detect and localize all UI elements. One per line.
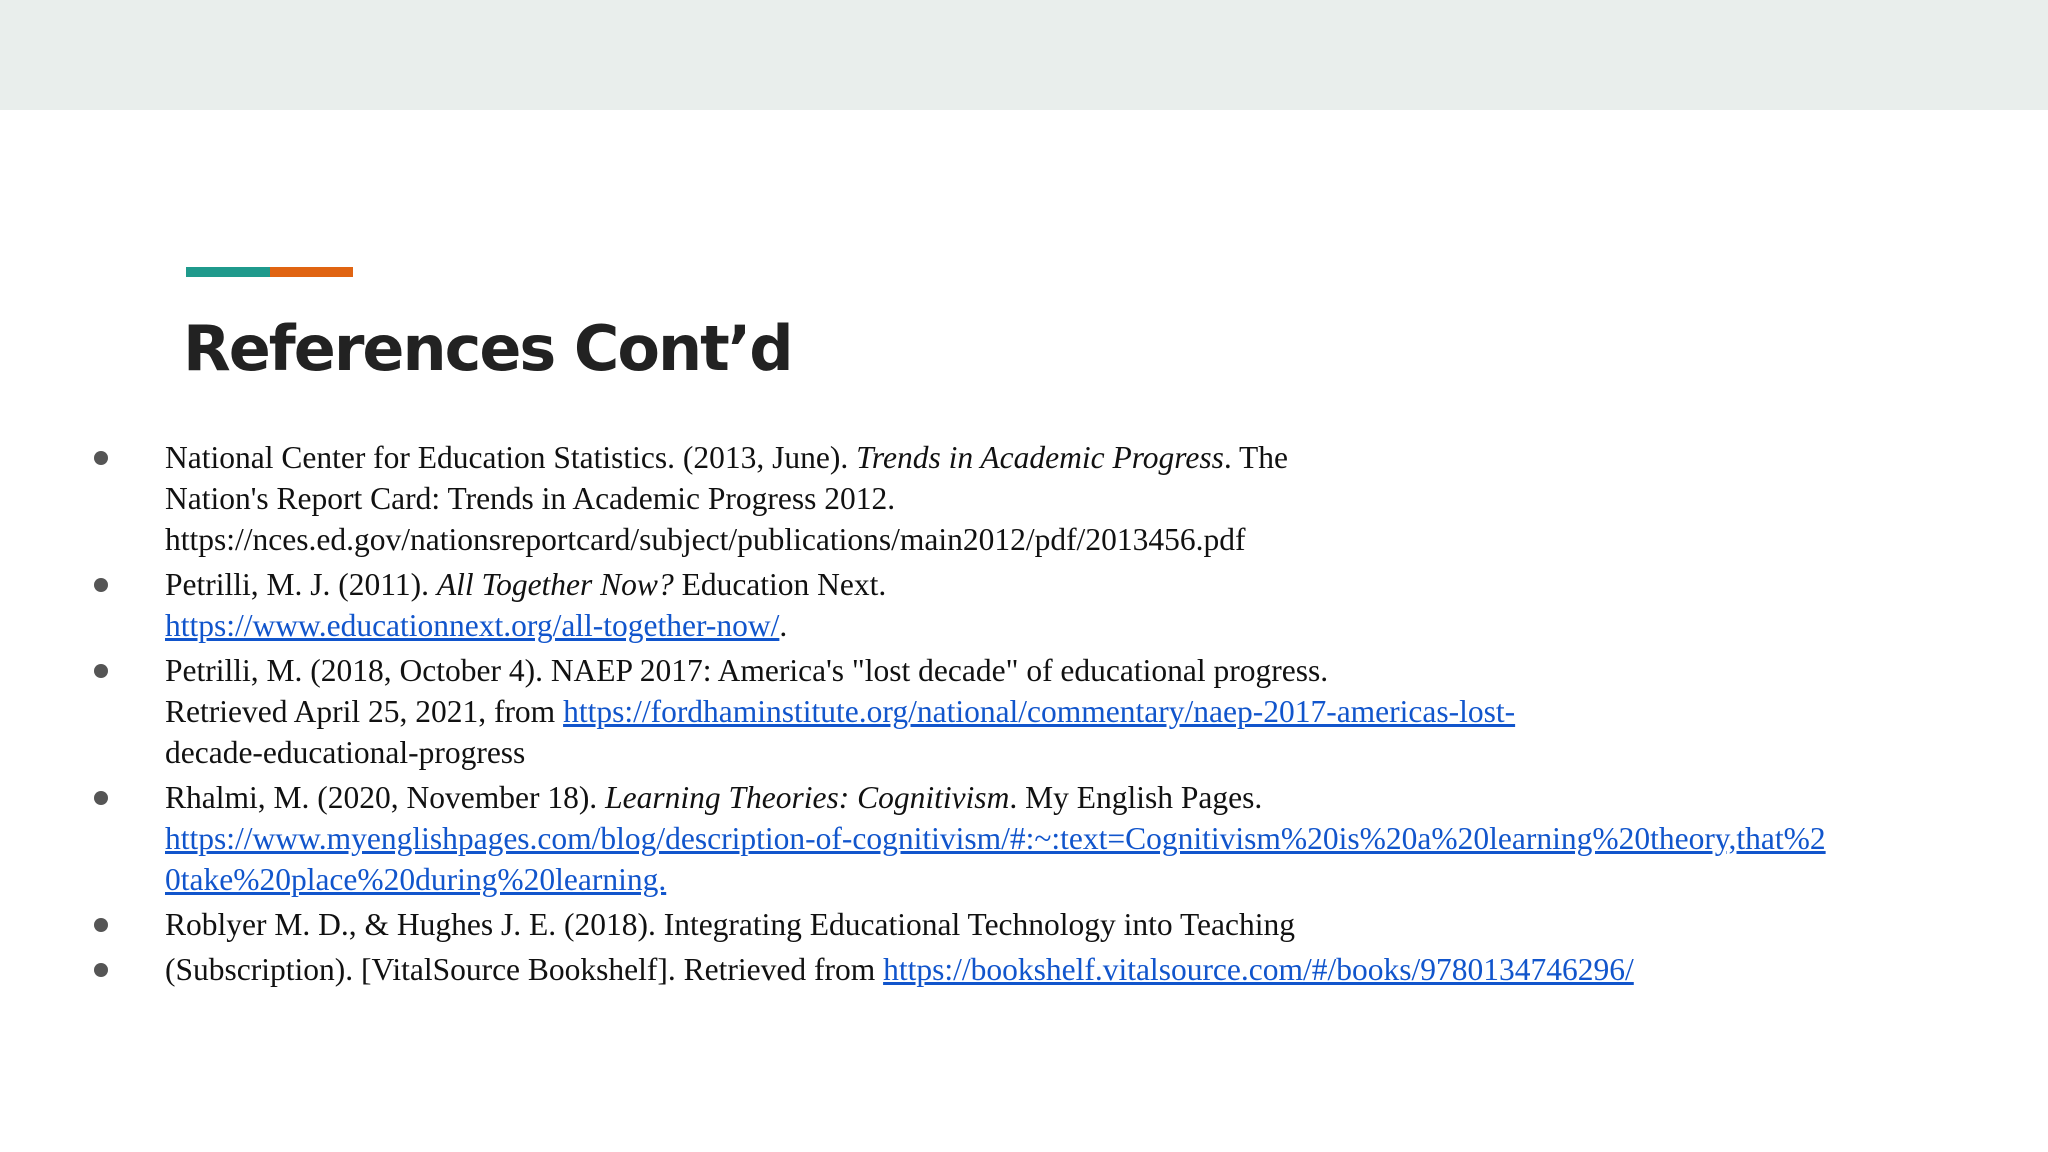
reference-item-vitalsource — [90, 949, 1990, 990]
reference-link[interactable]: https://fordhaminstitute.org/national/commentary/naep-2017-americas-lost- — [563, 694, 1516, 729]
reference-italic-title: Trends in Academic Progress — [856, 440, 1224, 475]
reference-line — [165, 564, 1990, 605]
reference-line — [165, 818, 1990, 859]
reference-text: Retrieved April 25, 2021, from — [165, 694, 564, 729]
reference-link[interactable]: https://www.educationnext.org/all-together-now/ — [165, 608, 780, 643]
reference-italic-title: All Together Now? — [436, 567, 674, 602]
reference-line: Petrilli, M. (2018, October 4). NAEP 2017: America's "lost decade" of educational progress. — [165, 653, 1329, 688]
reference-line — [165, 691, 1990, 732]
reference-link-continued[interactable]: 0take%20place%20during%20learning. — [165, 862, 667, 897]
reference-text: Petrilli, M. J. (2011). — [165, 567, 437, 602]
reference-line: Roblyer M. D., & Hughes J. E. (2018). Integrating Educational Technology into Teaching — [165, 907, 1295, 942]
accent-bar-teal — [186, 267, 270, 277]
reference-line: decade-educational-progress — [165, 735, 526, 770]
bullet-icon — [94, 451, 108, 465]
reference-line: Nation's Report Card: Trends in Academic Progress 2012. — [165, 481, 896, 516]
top-band — [0, 0, 2048, 110]
bullet-icon — [94, 963, 108, 977]
reference-item-petrilli-2018 — [90, 650, 1990, 773]
bullet-icon — [94, 664, 108, 678]
reference-list — [90, 437, 1990, 994]
reference-text: National Center for Education Statistics. (2013, June). — [165, 440, 857, 475]
reference-italic-title: Learning Theories: Cognitivism — [605, 780, 1010, 815]
reference-line — [165, 777, 1990, 818]
reference-text: . The — [1223, 440, 1289, 475]
accent-bar-orange — [270, 267, 353, 277]
reference-line — [165, 949, 1990, 990]
reference-url-text: https://nces.ed.gov/nationsreportcard/subject/publications/main2012/pdf/2013456.pdf — [165, 522, 1246, 557]
reference-text: . My English Pages. — [1009, 780, 1263, 815]
bullet-icon — [94, 918, 108, 932]
reference-text: . — [779, 608, 788, 643]
reference-text: Education Next. — [673, 567, 887, 602]
reference-item-roblyer — [90, 904, 1990, 945]
reference-item-nces — [90, 437, 1990, 560]
bullet-icon — [94, 791, 108, 805]
reference-item-rhalmi — [90, 777, 1990, 900]
reference-item-petrilli-2011 — [90, 564, 1990, 646]
bullet-icon — [94, 578, 108, 592]
reference-text: Rhalmi, M. (2020, November 18). — [165, 780, 606, 815]
slide-title: References Cont’d — [183, 312, 792, 385]
reference-line — [165, 605, 1990, 646]
reference-link[interactable]: https://bookshelf.vitalsource.com/#/books/9780134746296/ — [883, 952, 1634, 987]
reference-link[interactable]: https://www.myenglishpages.com/blog/description-of-cognitivism/#:~:text=Cognitivism%20is%20a%20learning%20theory,that%2 — [165, 821, 1826, 856]
reference-line — [165, 437, 1990, 478]
reference-text: (Subscription). [VitalSource Bookshelf]. Retrieved from — [165, 952, 884, 987]
reference-line — [165, 859, 1990, 900]
